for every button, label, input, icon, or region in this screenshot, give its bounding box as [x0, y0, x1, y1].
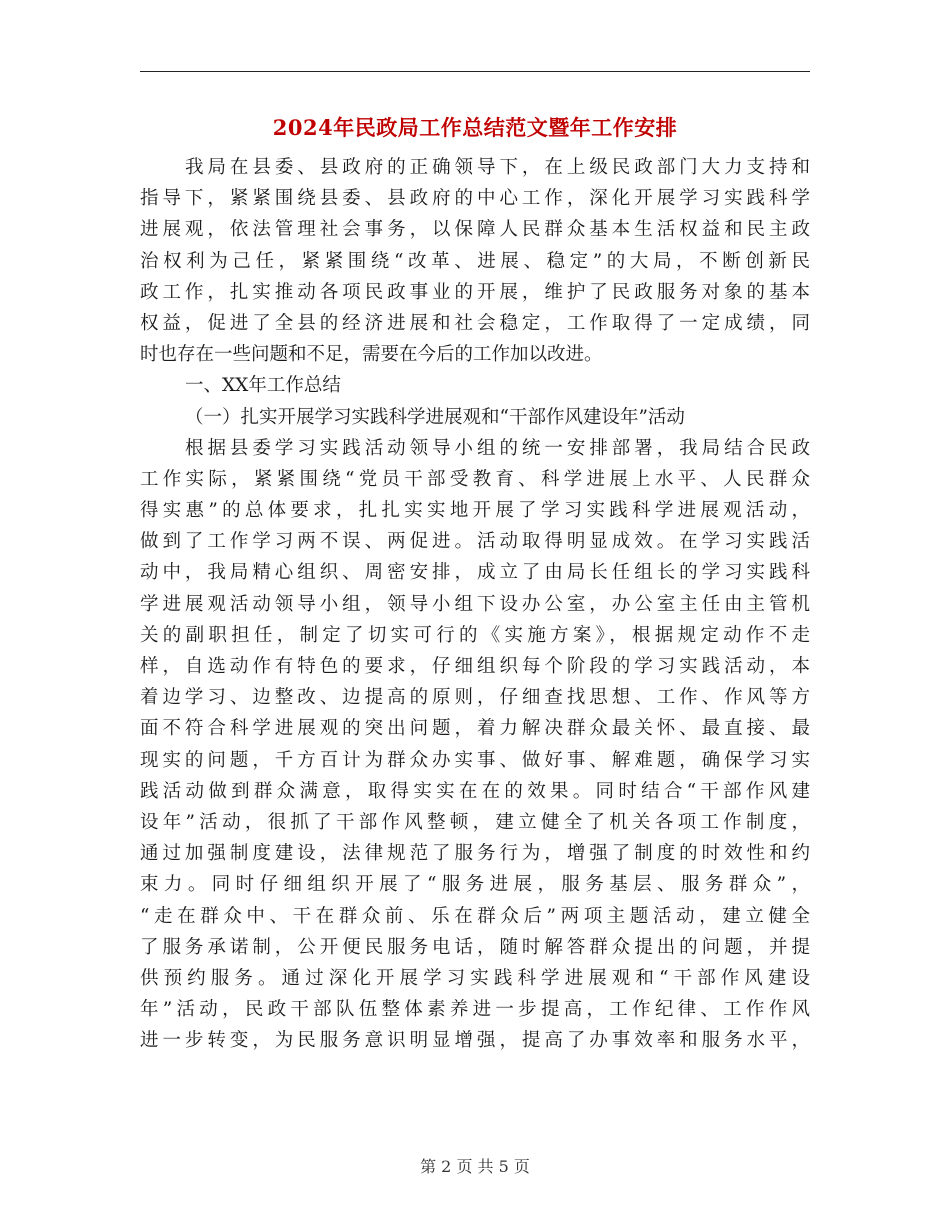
section-heading: 一、XX年工作总结	[185, 375, 341, 397]
paragraph-line: 工作实际，紧紧围绕“党员干部受教育、科学进展上水平、人民群众	[140, 468, 810, 490]
paragraph-line: 权益，促进了全县的经济进展和社会稳定，工作取得了一定成绩，同	[140, 312, 810, 334]
paragraph-line: 通过加强制度建设，法律规范了服务行为，增强了制度的时效性和约	[140, 843, 810, 865]
paragraph-line: 束力。同时仔细组织开展了“服务进展，服务基层、服务群众”，	[140, 874, 810, 896]
paragraph-line: 指导下，紧紧围绕县委、县政府的中心工作，深化开展学习实践科学	[140, 188, 810, 210]
document-title: 2024年民政局工作总结范文暨年工作安排	[272, 115, 678, 140]
paragraph-line: 做到了工作学习两不误、两促进。活动取得明显成效。在学习实践活	[140, 531, 810, 553]
paragraph-line: 政工作，扎实推动各项民政事业的开展，维护了民政服务对象的基本	[140, 281, 810, 303]
document-body	[140, 152, 810, 1056]
paragraph-line: 着边学习、边整改、边提高的原则，仔细查找思想、工作、作风等方	[140, 687, 810, 709]
paragraph-line: 年”活动，民政干部队伍整体素养进一步提高，工作纪律、工作作风	[140, 999, 810, 1021]
page-number: 第 2 页 共 5 页	[420, 1157, 530, 1176]
paragraph-line: 现实的问题，千方百计为群众办实事、做好事、解难题，确保学习实	[140, 749, 810, 771]
paragraph-line: 进一步转变，为民服务意识明显增强，提高了办事效率和服务水平，	[140, 1030, 810, 1052]
paragraph-line: 践活动做到群众满意，取得实实在在的效果。同时结合“干部作风建	[140, 780, 810, 802]
paragraph-line: 面不符合科学进展观的突出问题，着力解决群众最关怀、最直接、最	[140, 718, 810, 740]
paragraph-line: 学进展观活动领导小组，领导小组下设办公室，办公室主任由主管机	[140, 593, 810, 615]
paragraph-line: 动中，我局精心组织、周密安排，成立了由局长任组长的学习实践科	[140, 562, 810, 584]
paragraph-line: 关的副职担任，制定了切实可行的《实施方案》，根据规定动作不走	[140, 624, 810, 646]
paragraph-line: 时也存在一些问题和不足，需要在今后的工作加以改进。	[140, 344, 603, 366]
paragraph-line: 治权利为己任，紧紧围绕“改革、进展、稳定”的大局，不断创新民	[140, 250, 810, 272]
paragraph-line: 根据县委学习实践活动领导小组的统一安排部署，我局结合民政	[185, 437, 810, 459]
paragraph-line: 供预约服务。通过深化开展学习实践科学进展观和“干部作风建设	[140, 967, 810, 989]
paragraph-line: 设年”活动，很抓了干部作风整顿，建立健全了机关各项工作制度，	[140, 811, 810, 833]
paragraph-line: 得实惠”的总体要求，扎扎实实地开展了学习实践科学进展观活动，	[140, 500, 810, 522]
paragraph-line: 了服务承诺制，公开便民服务电话，随时解答群众提出的问题，并提	[140, 936, 810, 958]
subsection-heading: （一）扎实开展学习实践科学进展观和“干部作风建设年”活动	[185, 406, 685, 428]
paragraph-line: 我局在县委、县政府的正确领导下，在上级民政部门大力支持和	[185, 157, 810, 178]
header-rule	[140, 71, 810, 72]
paragraph-line: “走在群众中、干在群众前、乐在群众后”两项主题活动，建立健全	[140, 905, 810, 927]
paragraph-line: 进展观，依法管理社会事务，以保障人民群众基本生活权益和民主政	[140, 219, 810, 241]
paragraph-line: 样，自选动作有特色的要求，仔细组织每个阶段的学习实践活动，本	[140, 656, 810, 677]
